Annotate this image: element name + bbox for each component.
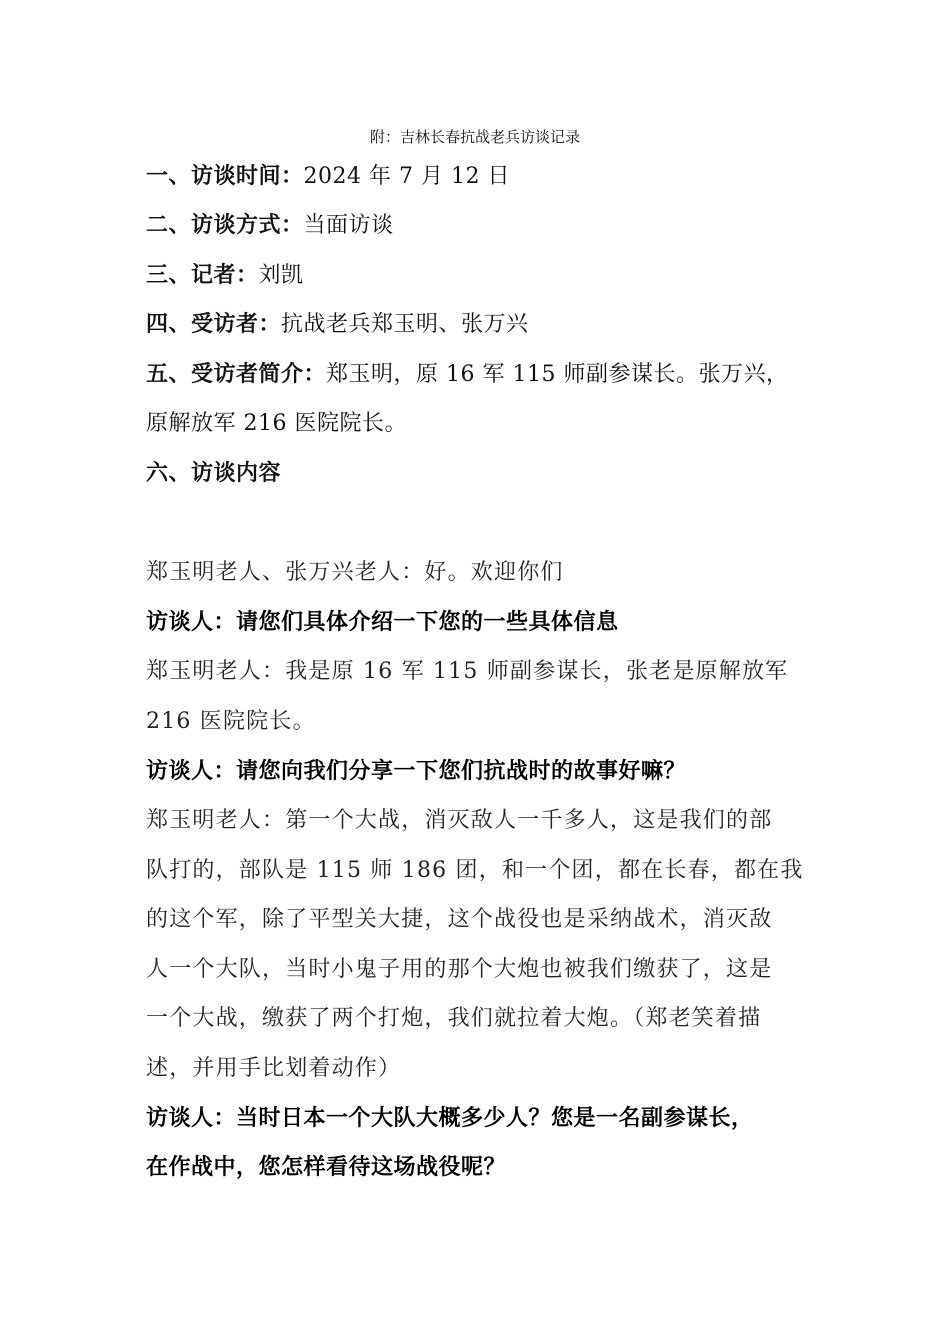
section-value: 2024 年 7 月 12 日 (303, 164, 510, 189)
dialogue-answer-line: 郑玉明老人：我是原 16 军 115 师副参谋长，张老是原解放军 (146, 659, 789, 684)
dialogue-answer-line: 的这个军，除了平型关大捷，这个战役也是采纳战术，消灭敌 (146, 907, 773, 932)
section-label: 五、受访者简介： (146, 362, 327, 387)
dialogue-question-line: 访谈人：请您们具体介绍一下您的一些具体信息 (146, 610, 619, 635)
dialogue-answer-line: 队打的，部队是 115 师 186 团，和一个团，都在长春，都在我 (146, 858, 804, 883)
section-label: 三、记者： (146, 263, 259, 288)
dialogue-question-line: 在作战中，您怎样看待这场战役呢？ (146, 1155, 507, 1180)
section-value: 郑玉明，原 16 军 115 师副参谋长。张万兴， (326, 362, 789, 387)
section-value: 抗战老兵郑玉明、张万兴 (281, 312, 529, 337)
section-reporter (146, 261, 810, 291)
dialogue-answer-line: 216 医院院长。 (146, 709, 316, 734)
dialogue-question-line: 访谈人：请您向我们分享一下您们抗战时的故事好嘛？ (146, 759, 687, 784)
section-label: 二、访谈方式： (146, 213, 304, 238)
section-interview-method (146, 211, 810, 241)
section-interview-content (146, 459, 810, 489)
section-interviewee-profile-cont: 原解放军 216 医院院长。 (146, 411, 407, 436)
section-label: 一、访谈时间： (146, 164, 304, 189)
section-interviewees (146, 310, 810, 340)
dialogue-answer-line: 郑玉明老人、张万兴老人：好。欢迎你们 (146, 560, 564, 585)
section-value: 刘凯 (258, 263, 304, 288)
dialogue-answer-line: 郑玉明老人：第一个大战，消灭敌人一千多人，这是我们的部 (146, 808, 773, 833)
section-interview-time (146, 162, 810, 192)
dialogue-answer-line: 一个大战，缴获了两个打炮，我们就拉着大炮。（郑老笑着描 (146, 1006, 762, 1031)
document-title: 附：吉林长春抗战老兵访谈记录 (369, 128, 580, 146)
section-interviewee-profile (146, 360, 810, 390)
section-label: 四、受访者： (146, 312, 282, 337)
dialogue-question-line: 访谈人：当时日本一个大队大概多少人？您是一名副参谋长， (146, 1106, 754, 1131)
dialogue-answer-line: 人一个大队，当时小鬼子用的那个大炮也被我们缴获了，这是 (146, 957, 773, 982)
section-label: 六、访谈内容 (146, 461, 282, 486)
section-value: 当面访谈 (303, 213, 394, 238)
dialogue-answer-line: 述，并用手比划着动作） (146, 1056, 402, 1081)
